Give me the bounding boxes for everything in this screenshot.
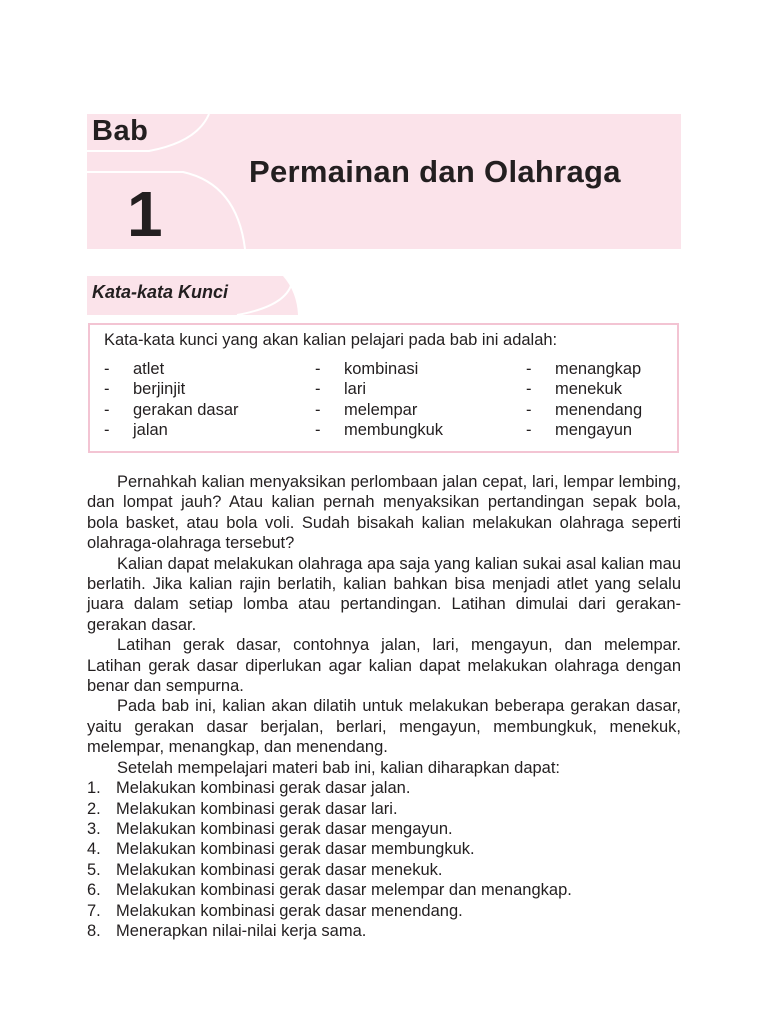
keyword-text: berjinjit <box>133 380 186 399</box>
objective-number: 4. <box>87 840 101 859</box>
keyword-bullet: - <box>526 380 532 399</box>
keyword-text: menendang <box>555 400 643 419</box>
paragraph: Latihan gerak dasar, contohnya jalan, lari, mengayun, dan melempar. Latihan gerak dasar diperlukan agar kalian dapat melakukan olahraga dengan benar dan sempurna. <box>87 636 681 696</box>
objective-number: 8. <box>87 921 101 940</box>
keyword-text: melempar <box>344 400 418 419</box>
keyword-bullet: - <box>526 420 532 439</box>
keywords-box <box>88 323 679 453</box>
keyword-bullet: - <box>104 380 110 399</box>
objective-item <box>87 778 681 798</box>
keyword-bullet: - <box>526 360 532 378</box>
keyword-text: kombinasi <box>344 360 419 378</box>
keyword-text: menangkap <box>555 360 642 378</box>
objective-number: 2. <box>87 799 101 818</box>
keyword-bullet: - <box>315 380 321 399</box>
paragraph: Kalian dapat melakukan olahraga apa saja yang kalian sukai asal kalian mau berlatih. Jika kalian rajin berlatih, kalian bahkan bisa menjadi atlet yang selalu juara dalam setiap lomba atau pertandingan. Latihan dimulai dari gerakan-gerakan dasar. <box>87 554 681 634</box>
keyword-text: gerakan dasar <box>133 400 239 419</box>
chapter-label: Bab <box>92 115 149 147</box>
keyword-text: mengayun <box>555 420 633 439</box>
objective-item <box>87 799 681 819</box>
paragraph: Pernahkah kalian menyaksikan perlombaan jalan cepat, lari, lempar lembing, dan lompat jauh? Atau kalian pernah menyaksikan pertandingan sepak bola, bola basket, atau bola voli. Sudah bisakah kalian melakukan olahraga seperti olahraga-olahraga tersebut? <box>87 473 681 553</box>
keywords-tab <box>87 276 299 315</box>
keywords-intro: Kata-kata kunci yang akan kalian pelajari pada bab ini adalah: <box>104 331 558 349</box>
objective-item <box>87 901 681 921</box>
keyword-bullet: - <box>315 420 321 439</box>
chapter-number: 1 <box>127 178 163 249</box>
objective-text: Melakukan kombinasi gerak dasar mengayun. <box>116 819 453 838</box>
objective-text: Melakukan kombinasi gerak dasar menekuk. <box>116 860 443 879</box>
objective-item <box>87 880 681 900</box>
keyword-text: membungkuk <box>344 420 444 439</box>
objective-text: Melakukan kombinasi gerak dasar lari. <box>116 799 398 818</box>
keyword-bullet: - <box>104 420 110 439</box>
keyword-bullet: - <box>315 400 321 419</box>
objective-text: Melakukan kombinasi gerak dasar jalan. <box>116 779 411 798</box>
objective-number: 3. <box>87 819 101 838</box>
keywords-heading: Kata-kata Kunci <box>92 282 229 302</box>
objective-item <box>87 921 681 941</box>
objective-text: Melakukan kombinasi gerak dasar menendang. <box>116 901 463 920</box>
chapter-title: Permainan dan Olahraga <box>249 154 621 189</box>
keyword-bullet: - <box>104 360 110 378</box>
keyword-text: jalan <box>133 420 168 439</box>
objective-number: 7. <box>87 901 101 920</box>
objectives-list <box>87 778 681 941</box>
objective-item <box>87 819 681 839</box>
keyword-text: menekuk <box>555 380 622 399</box>
keyword-bullet: - <box>526 400 532 419</box>
body-text <box>87 472 681 941</box>
objective-text: Melakukan kombinasi gerak dasar melempar dan menangkap. <box>116 881 572 900</box>
keyword-bullet: - <box>104 400 110 419</box>
objective-item <box>87 839 681 859</box>
objective-item <box>87 860 681 880</box>
objective-number: 5. <box>87 860 101 879</box>
keyword-text: lari <box>344 380 367 399</box>
objective-text: Melakukan kombinasi gerak dasar membungkuk. <box>116 840 475 859</box>
chapter-header <box>87 114 681 249</box>
objectives-intro: Setelah mempelajari materi bab ini, kalian diharapkan dapat: <box>117 758 561 777</box>
keyword-bullet: - <box>315 360 321 378</box>
keyword-text: atlet <box>133 360 165 378</box>
objective-number: 1. <box>87 779 101 798</box>
objective-text: Menerapkan nilai-nilai kerja sama. <box>116 921 367 940</box>
paragraph: Pada bab ini, kalian akan dilatih untuk melakukan beberapa gerakan dasar, yaitu gerakan dasar berjalan, berlari, mengayun, membungkuk, menekuk, melempar, menangkap, dan menendang. <box>87 697 681 757</box>
objective-number: 6. <box>87 881 101 900</box>
